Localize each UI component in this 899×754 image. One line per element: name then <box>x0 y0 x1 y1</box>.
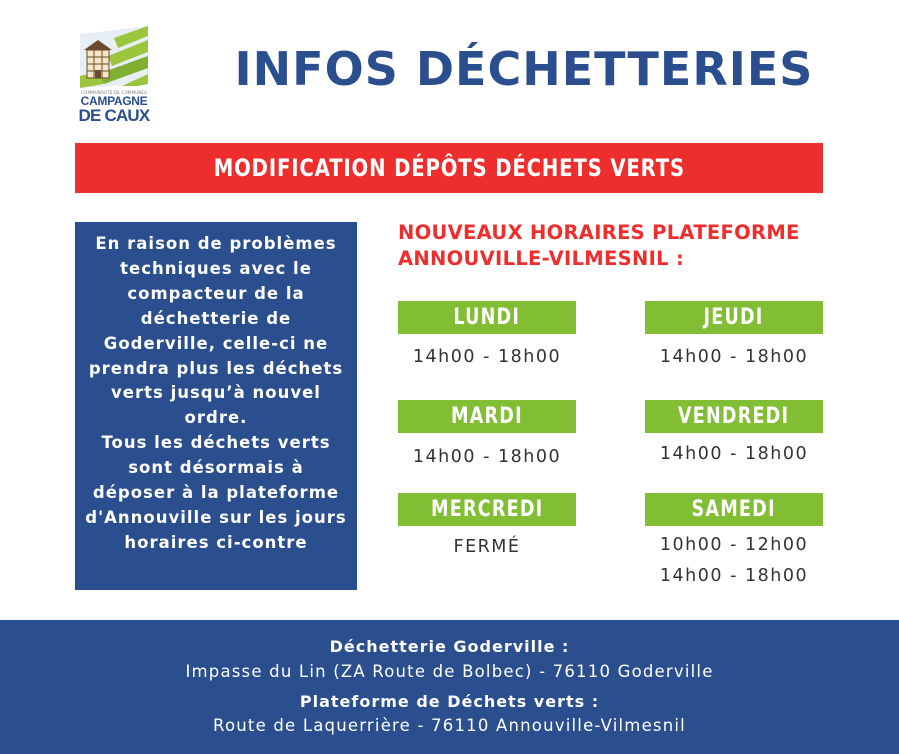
hours-samedi-morning: 10h00 - 12h00 <box>659 535 809 555</box>
day-name: VENDREDI <box>678 404 790 429</box>
page-title: INFOS DÉCHETTERIES <box>234 42 814 96</box>
day-label-vendredi <box>645 400 823 433</box>
footer-site2-address: Route de Laquerrière - 76110 Annouville-Vilmesnil <box>213 716 686 735</box>
day-name: MERCREDI <box>430 497 544 522</box>
day-name: LUNDI <box>453 305 521 330</box>
day-name: SAMEDI <box>691 497 777 522</box>
day-name: JEUDI <box>703 305 765 330</box>
schedule-title-line-2: ANNOUVILLE-VILMESNIL : <box>398 247 685 270</box>
logo-house-fields-icon <box>78 26 150 90</box>
logo-tagline: COMMUNAUTÉ DE COMMUNES <box>81 90 147 95</box>
day-label-lundi <box>398 301 576 334</box>
footer-site2-name: Plateforme de Déchets verts : <box>299 692 600 711</box>
notice-paragraph-2: Tous les déchets verts sont désormais à déposer à la plateforme d'Annouville sur les jours horaires ci-contre <box>85 433 347 552</box>
day-name: MARDI <box>451 404 523 429</box>
hours-mardi: 14h00 - 18h00 <box>412 447 562 467</box>
hours-lundi: 14h00 - 18h00 <box>412 347 562 367</box>
logo-text-campagne: CAMPAGNE <box>80 94 148 108</box>
hours-jeudi: 14h00 - 18h00 <box>659 347 809 367</box>
notice-paragraph-1: En raison de problèmes techniques avec le compacteur de la déchetterie de Goderville, celle-ci ne prendra plus les déchets verts jusqu’à nouvel ordre. <box>88 234 344 428</box>
alert-banner <box>75 143 823 193</box>
notice-text <box>85 232 347 556</box>
day-label-jeudi <box>645 301 823 334</box>
schedule-title-line-1: NOUVEAUX HORAIRES PLATEFORME <box>398 221 800 244</box>
hours-mercredi: FERMÉ <box>453 537 521 557</box>
alert-banner-text: MODIFICATION DÉPÔTS DÉCHETS VERTS <box>213 154 685 182</box>
hours-vendredi: 14h00 - 18h00 <box>659 444 809 464</box>
day-label-samedi <box>645 493 823 526</box>
day-label-mercredi <box>398 493 576 526</box>
notice-box <box>75 222 357 590</box>
hours-samedi-afternoon: 14h00 - 18h00 <box>659 566 809 586</box>
footer-site1-address: Impasse du Lin (ZA Route de Bolbec) - 76110 Goderville <box>185 662 714 681</box>
logo-text-de-caux: DE CAUX <box>78 106 150 125</box>
day-label-mardi <box>398 400 576 433</box>
footer-site1-name: Déchetterie Goderville : <box>329 637 570 656</box>
campagne-de-caux-logo <box>74 26 154 126</box>
schedule-title <box>398 220 838 272</box>
footer-addresses <box>0 620 899 754</box>
